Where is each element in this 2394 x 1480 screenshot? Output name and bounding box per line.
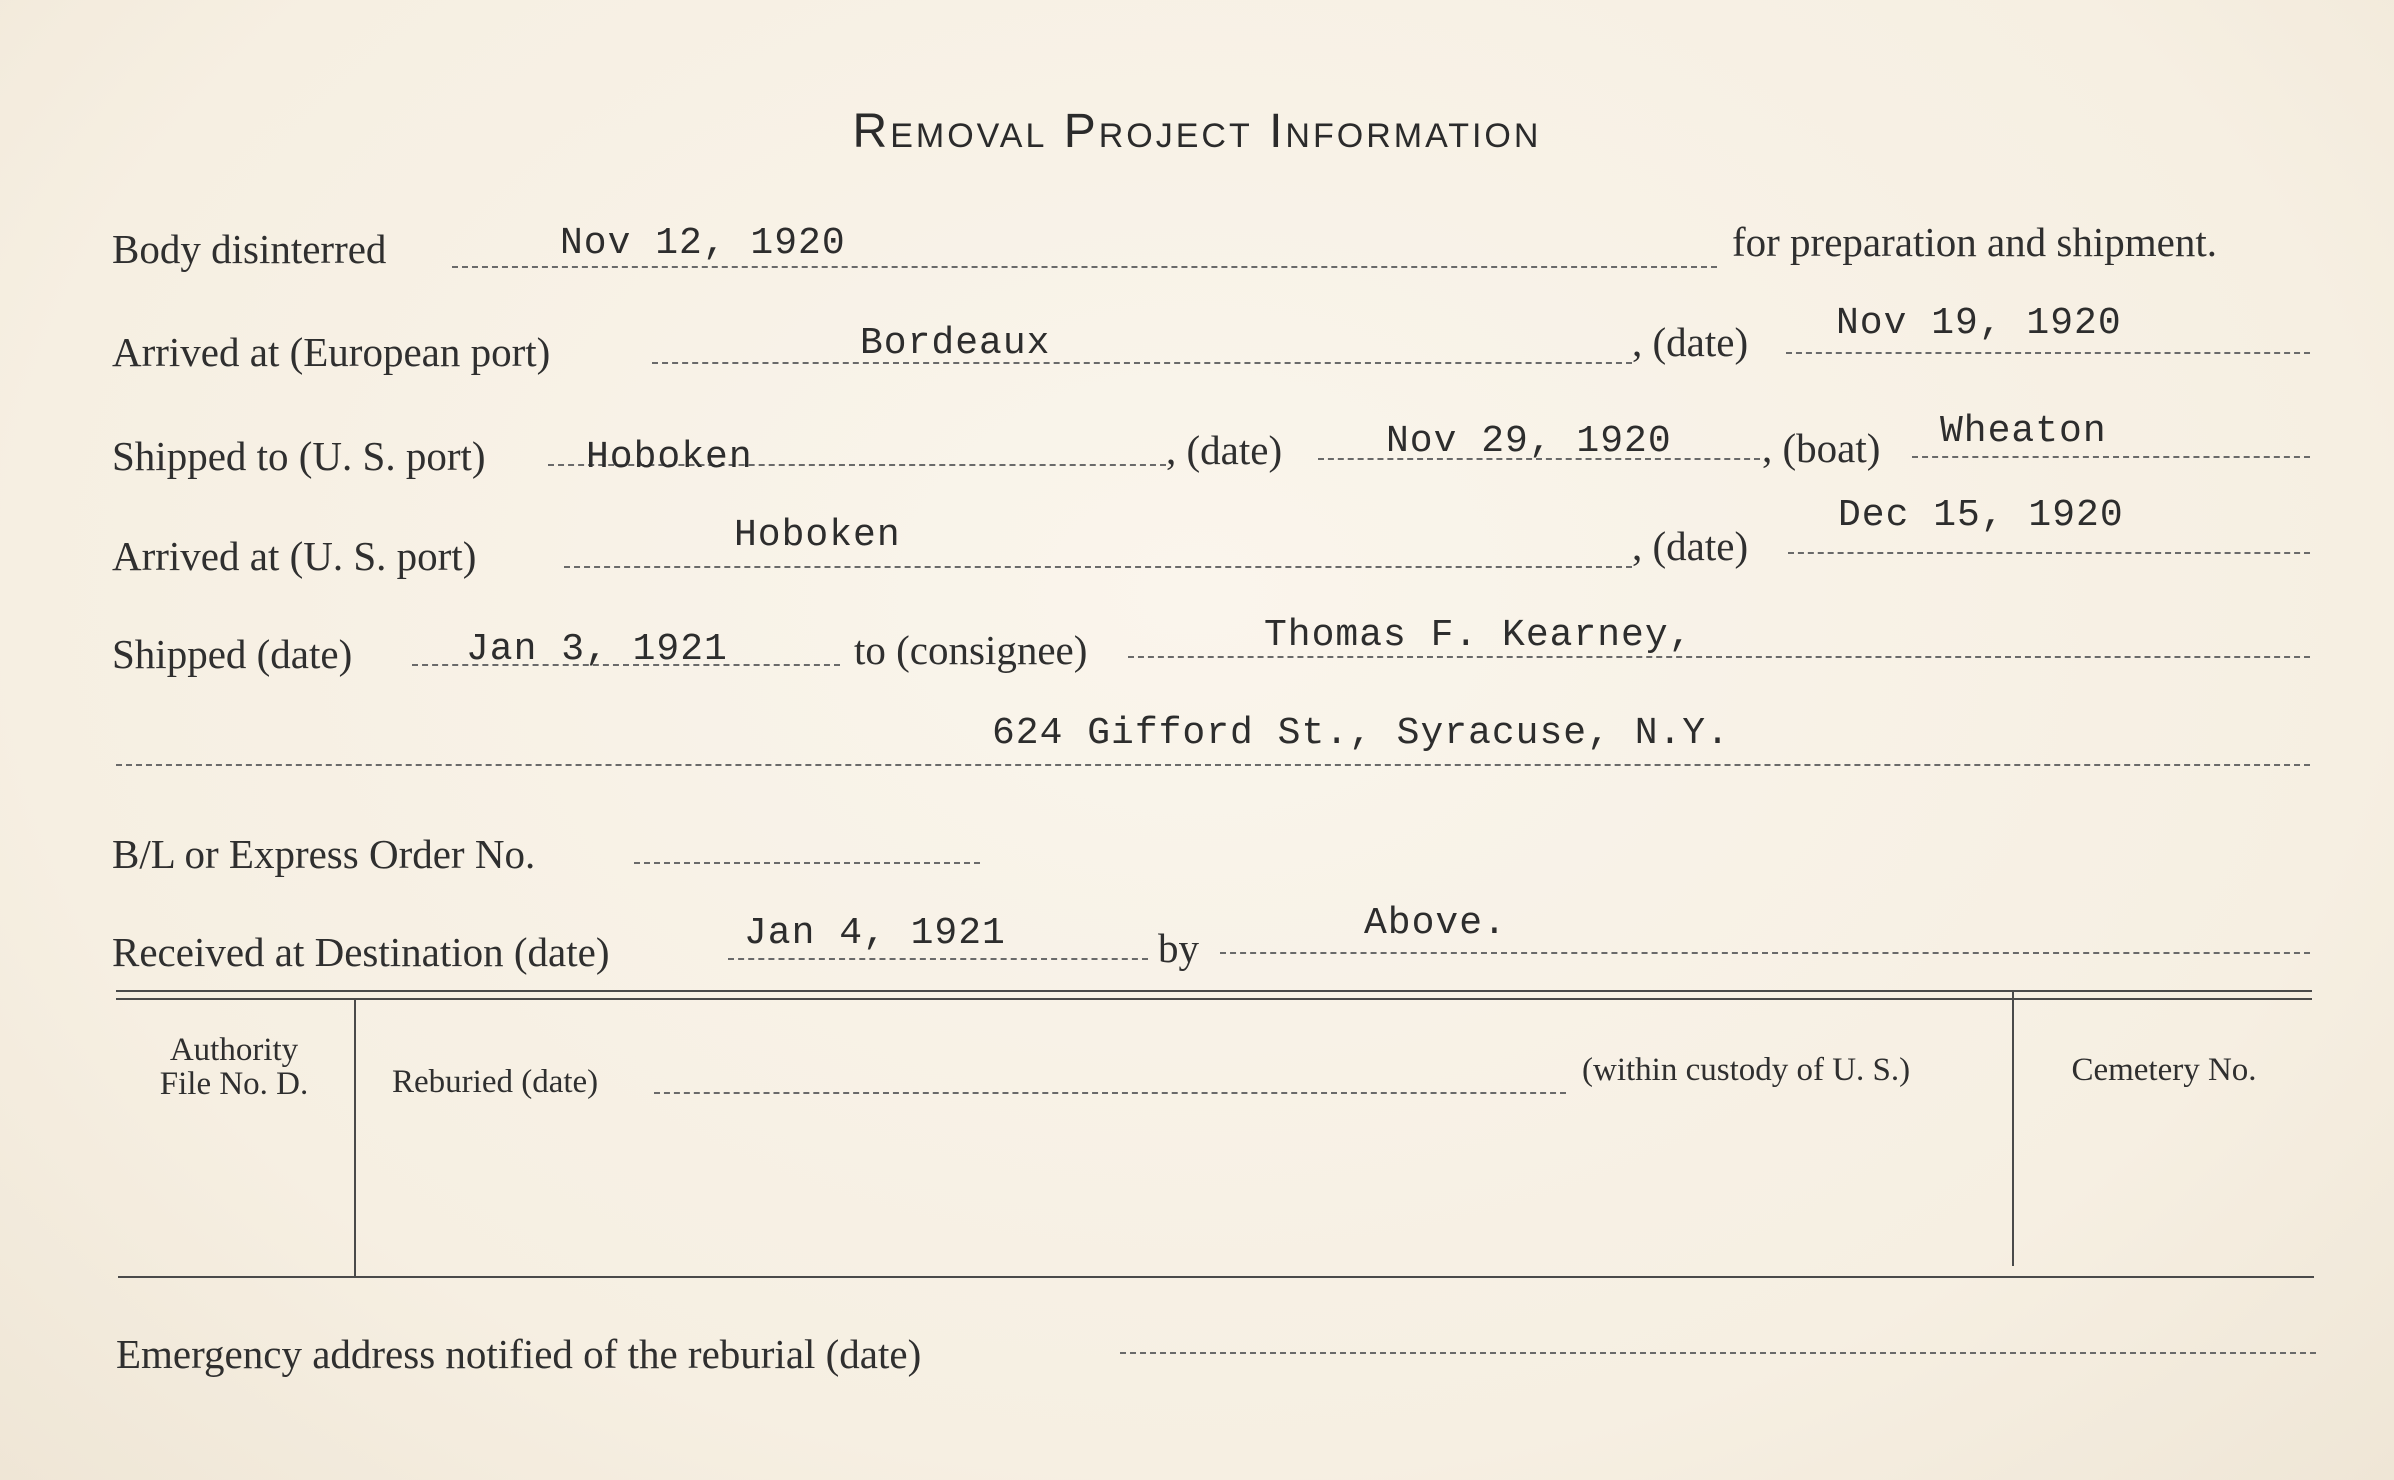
authority-label: Authority [169, 1032, 299, 1068]
shipped-us-port: Hoboken [586, 436, 753, 479]
arrived-us-line [564, 566, 1632, 568]
arrived-eu-date-line [1786, 352, 2310, 354]
emergency-line [1120, 1352, 2316, 1354]
disinterred-suffix: for preparation and shipment. [1732, 219, 2218, 265]
shipped-date: Jan 3, 1921 [466, 628, 728, 671]
bl-line [634, 862, 980, 864]
arrived-us-label: Arrived at (U. S. port) [112, 533, 477, 579]
arrived-us-port: Hoboken [734, 514, 901, 557]
disinterred-label: Body disinterred [112, 226, 387, 272]
arrived-us-date: Dec 15, 1920 [1838, 494, 2124, 537]
table-divider-left [354, 1000, 356, 1276]
custody-label: (within custody of U. S.) [1582, 1052, 1911, 1088]
bl-label: B/L or Express Order No. [112, 831, 536, 877]
received-date-line [728, 958, 1148, 960]
address-line [116, 764, 2310, 766]
emergency-label: Emergency address notified of the reburial (date) [116, 1331, 922, 1377]
cemetery-no-label: Cemetery No. [2071, 1052, 2257, 1088]
shipped-us-boat-line [1912, 456, 2310, 458]
shipped-us-boat-label: , (boat) [1762, 425, 1881, 471]
consignee-address: 624 Gifford St., Syracuse, N.Y. [992, 712, 1730, 755]
table-top-rule-1 [116, 990, 2312, 992]
arrived-eu-line [652, 362, 1632, 364]
consignee-label: to (consignee) [854, 627, 1088, 673]
received-label: Received at Destination (date) [112, 929, 610, 975]
reburied-label: Reburied (date) [392, 1064, 599, 1100]
arrived-eu-label: Arrived at (European port) [112, 329, 551, 375]
received-by-label: by [1158, 925, 1199, 971]
received-date: Jan 4, 1921 [744, 912, 1006, 955]
card-title: Removal Project Information [852, 105, 1542, 158]
consignee-name: Thomas F. Kearney, [1264, 614, 1693, 657]
received-by: Above. [1364, 902, 1507, 945]
table-top-rule-2 [116, 998, 2312, 1000]
shipped-us-date-label: , (date) [1166, 427, 1283, 473]
arrived-eu-port: Bordeaux [860, 322, 1051, 365]
shipped-us-date: Nov 29, 1920 [1386, 420, 1672, 463]
arrived-eu-date-label: , (date) [1632, 319, 1749, 365]
table-bottom-rule [118, 1276, 2314, 1278]
shipped-us-label: Shipped to (U. S. port) [112, 433, 486, 479]
disinterred-line [452, 266, 1717, 268]
received-by-line [1220, 952, 2310, 954]
shipped-label: Shipped (date) [112, 631, 353, 677]
shipped-us-boat: Wheaton [1940, 410, 2107, 453]
arrived-eu-date: Nov 19, 1920 [1836, 302, 2122, 345]
table-divider-right [2012, 990, 2014, 1266]
file-no-label: File No. D. [159, 1066, 309, 1102]
disinterred-date: Nov 12, 1920 [560, 222, 846, 265]
arrived-us-date-label: , (date) [1632, 523, 1749, 569]
arrived-us-date-line [1788, 552, 2310, 554]
reburied-line [654, 1092, 1566, 1094]
